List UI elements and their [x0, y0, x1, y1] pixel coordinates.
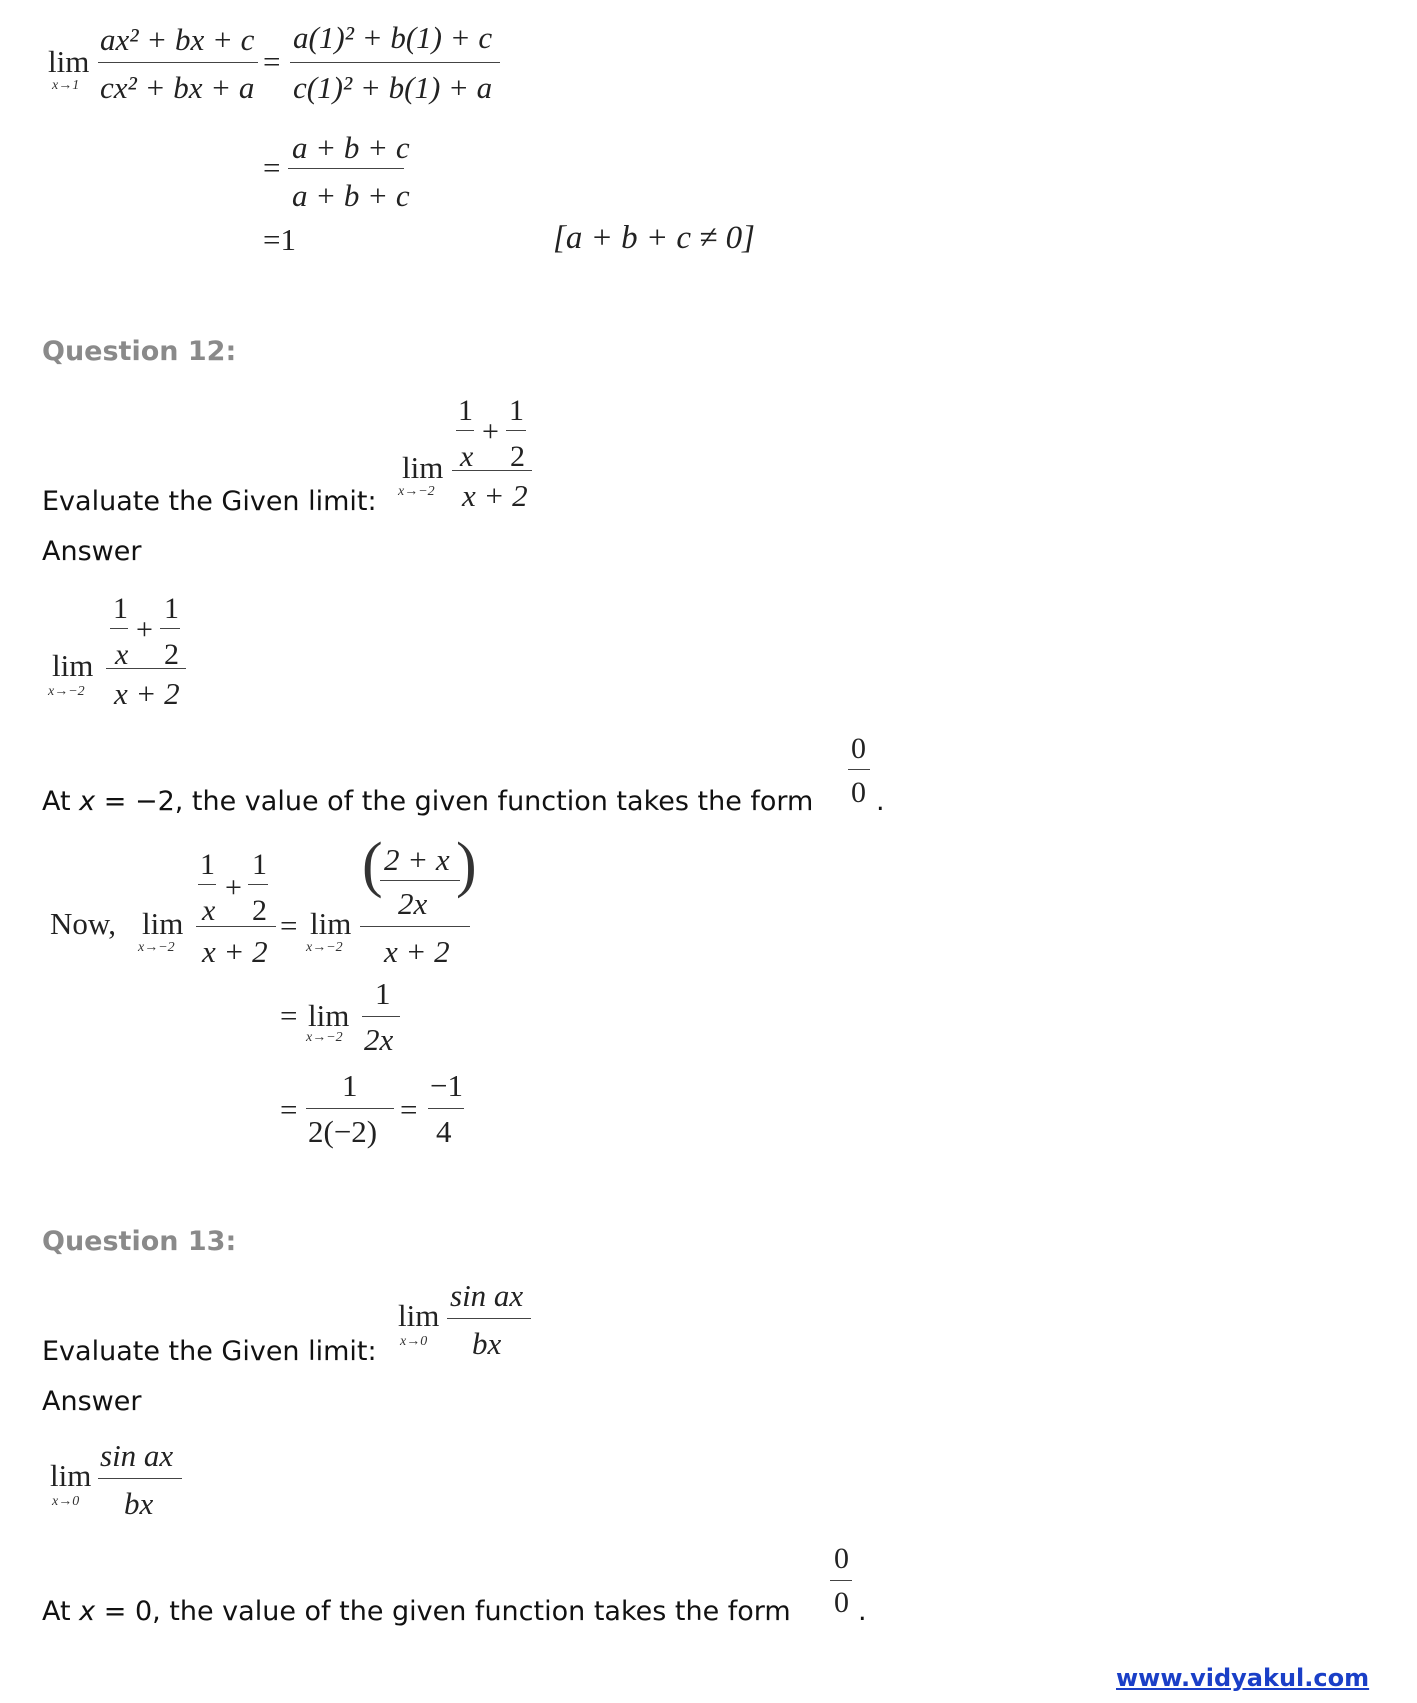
lim-subscript: x→−2	[306, 1030, 343, 1045]
plus-sign: +	[225, 871, 242, 904]
fraction-denominator: bx	[472, 1326, 502, 1361]
fraction-bar	[290, 62, 500, 63]
fraction-numerator: ax² + bx + c	[100, 22, 255, 57]
fraction-two: 2	[510, 440, 525, 473]
fraction-two: 2	[252, 894, 267, 927]
fraction-bar	[362, 1016, 400, 1017]
question-prompt: Evaluate the Given limit:	[42, 486, 377, 517]
fraction-bar	[248, 884, 268, 885]
fraction-numerator: a + b + c	[292, 130, 410, 165]
fraction-bar	[306, 1108, 394, 1109]
period: .	[858, 1596, 867, 1627]
fraction-one: 1	[113, 592, 128, 625]
left-paren: (	[362, 831, 383, 899]
fraction-bar	[110, 628, 128, 629]
fraction-denominator: cx² + bx + a	[100, 70, 255, 105]
fraction-x: x	[115, 638, 129, 671]
form-statement: At x = −2, the value of the given function takes the form	[42, 786, 814, 817]
lim-operator: lim	[142, 906, 184, 941]
answer-label: Answer	[42, 536, 142, 567]
fraction-one: 1	[164, 592, 179, 625]
paren-denominator: 2x	[398, 886, 428, 921]
fraction-denominator: c(1)² + b(1) + a	[293, 70, 493, 105]
lim-operator: lim	[308, 998, 350, 1033]
lim-subscript: x→−2	[138, 940, 175, 955]
fraction-x: x	[202, 894, 216, 927]
fraction-bar	[848, 769, 870, 770]
fraction-numerator: a(1)² + b(1) + c	[293, 20, 493, 55]
fraction-one: 1	[200, 848, 215, 881]
paren-numerator: 2 + x	[384, 842, 450, 877]
fraction-denominator: 2(−2)	[308, 1114, 378, 1149]
fraction-numerator: 1	[342, 1068, 358, 1103]
form-fraction-denominator: 0	[834, 1586, 849, 1619]
question-heading: Question 13:	[42, 1226, 237, 1257]
fraction-bar	[196, 926, 276, 927]
lim-subscript: x→−2	[306, 940, 343, 955]
fraction-bar	[98, 62, 258, 63]
lim-operator: lim	[402, 450, 444, 485]
fraction-bar	[447, 1318, 531, 1319]
fraction-bar	[456, 430, 474, 431]
fraction-denominator: x + 2	[462, 478, 528, 513]
fraction-one: 1	[252, 848, 267, 881]
lim-subscript: x→−2	[48, 684, 85, 699]
equals-sign: =	[263, 44, 281, 79]
fraction-bar	[360, 926, 470, 927]
now-label: Now,	[50, 906, 117, 941]
lim-operator: lim	[48, 44, 90, 79]
fraction-bar	[830, 1580, 852, 1581]
fraction-bar	[160, 628, 180, 629]
plus-sign: +	[482, 415, 499, 448]
lim-subscript: x→−2	[398, 484, 435, 499]
fraction-x: x	[460, 440, 474, 473]
fraction-numerator: 1	[375, 976, 391, 1011]
fraction-numerator: −1	[430, 1068, 463, 1103]
equals-sign: =	[280, 908, 298, 943]
fraction-bar	[106, 668, 186, 669]
equals-sign: =	[400, 1092, 418, 1127]
fraction-two: 2	[164, 638, 179, 671]
period: .	[876, 786, 885, 817]
right-paren: )	[456, 831, 477, 899]
question-heading: Question 12:	[42, 336, 237, 367]
fraction-denominator: x + 2	[202, 934, 268, 969]
footer-website-link[interactable]: www.vidyakul.com	[1116, 1664, 1370, 1692]
equals-sign: =	[280, 998, 298, 1033]
fraction-one: 1	[458, 394, 473, 427]
answer-label: Answer	[42, 1386, 142, 1417]
result-value: =1	[263, 222, 296, 257]
lim-operator: lim	[50, 1458, 92, 1493]
fraction-bar	[506, 430, 526, 431]
question-prompt: Evaluate the Given limit:	[42, 1336, 377, 1367]
fraction-bar	[198, 884, 216, 885]
fraction-bar	[98, 1478, 182, 1479]
form-fraction-denominator: 0	[851, 776, 866, 809]
lim-subscript: x→0	[400, 1334, 428, 1349]
fraction-denominator: 2x	[364, 1022, 394, 1057]
form-statement: At x = 0, the value of the given function takes the form	[42, 1596, 791, 1627]
fraction-denominator: 4	[436, 1114, 452, 1149]
lim-subscript: x→0	[52, 1494, 80, 1509]
fraction-bar	[452, 470, 532, 471]
fraction-denominator: x + 2	[384, 934, 450, 969]
equals-sign: =	[280, 1092, 298, 1127]
lim-operator: lim	[52, 648, 94, 683]
fraction-numerator: sin ax	[450, 1278, 524, 1313]
lim-operator: lim	[398, 1298, 440, 1333]
lim-operator: lim	[310, 906, 352, 941]
form-fraction-numerator: 0	[851, 732, 866, 765]
equals-sign: =	[263, 150, 281, 185]
fraction-bar	[380, 880, 460, 881]
condition-note: [a + b + c ≠ 0]	[553, 220, 755, 256]
fraction-bar	[288, 168, 404, 169]
fraction-denominator: bx	[124, 1486, 154, 1521]
plus-sign: +	[136, 613, 153, 646]
fraction-numerator: sin ax	[100, 1438, 174, 1473]
lim-subscript: x→1	[52, 78, 80, 93]
fraction-denominator: x + 2	[114, 676, 180, 711]
fraction-denominator: a + b + c	[292, 178, 410, 213]
form-fraction-numerator: 0	[834, 1542, 849, 1575]
fraction-one: 1	[509, 394, 524, 427]
fraction-bar	[428, 1108, 464, 1109]
